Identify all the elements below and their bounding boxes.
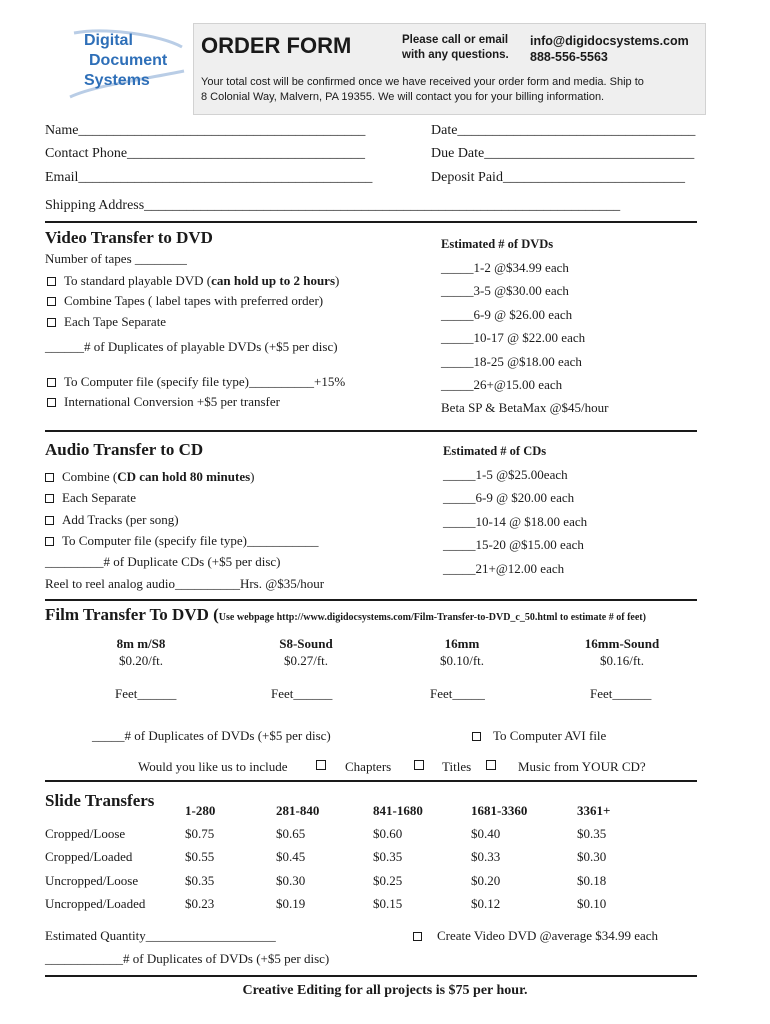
- audio-option-computer-file[interactable]: To Computer file (specify file type)___________: [45, 533, 319, 549]
- checkbox-icon[interactable]: [45, 537, 54, 546]
- cd-price-option[interactable]: _____21+@12.00 each: [443, 560, 565, 576]
- checkbox-icon[interactable]: [472, 732, 481, 741]
- slides-price-cell: $0.12: [471, 896, 501, 912]
- checkbox-icon[interactable]: [47, 398, 56, 407]
- checkbox-icon[interactable]: [45, 494, 54, 503]
- dvd-estimate-title: Estimated # of DVDs: [441, 237, 554, 251]
- slides-price-cell: $0.45: [276, 849, 306, 865]
- audio-duplicates-field[interactable]: _________# of Duplicate CDs (+$5 per disc): [45, 554, 281, 569]
- note-line-2: 8 Colonial Way, Malvern, PA 19355. We will contact you for your billing information.: [201, 91, 605, 103]
- cd-price-option[interactable]: _____10-14 @ $18.00 each: [443, 513, 588, 529]
- footer-note: Creative Editing for all projects is $75 per hour.: [242, 983, 528, 998]
- slides-column-header: 1681-3360: [471, 803, 528, 818]
- checkbox-icon[interactable]: [413, 932, 422, 941]
- film-format-name: S8-Sound: [279, 636, 333, 651]
- slides-price-cell: $0.23: [185, 896, 215, 912]
- chapters-checkbox[interactable]: [316, 760, 326, 770]
- cd-price-option[interactable]: _____15-20 @$15.00 each: [443, 537, 584, 553]
- slides-price-cell: $0.10: [577, 896, 607, 912]
- reel-to-reel-field[interactable]: Reel to reel analog audio__________Hrs. @$35/hour: [45, 576, 325, 591]
- slides-price-cell: $0.33: [471, 849, 501, 865]
- video-option-international[interactable]: International Conversion +$5 per transfer: [47, 394, 280, 410]
- slides-price-cell: $0.55: [185, 849, 215, 865]
- film-format-price: $0.16/ft.: [599, 653, 645, 668]
- date-field[interactable]: Date__________________________________: [431, 123, 696, 138]
- checkbox-icon[interactable]: [47, 318, 56, 327]
- cd-price-option[interactable]: _____1-5 @$25.00each: [443, 467, 568, 482]
- form-title: ORDER FORM: [201, 33, 352, 58]
- video-option-separate[interactable]: Each Tape Separate: [47, 314, 166, 330]
- contact-phone-field[interactable]: Contact Phone__________________________________: [45, 146, 366, 161]
- call-line-1: Please call or email: [402, 34, 509, 46]
- music-label: Music from YOUR CD?: [518, 759, 646, 774]
- video-option-standard-dvd[interactable]: To standard playable DVD (can hold up to 2 hours): [47, 273, 339, 289]
- cd-price-option[interactable]: _____6-9 @ $20.00 each: [443, 490, 575, 506]
- dvd-price-option[interactable]: _____1-2 @$34.99 each: [441, 260, 569, 275]
- logo-line-1: Digital: [84, 32, 133, 49]
- film-avi-option[interactable]: To Computer AVI file: [472, 728, 606, 744]
- note-line-1: Your total cost will be confirmed once we have received your order form and media. Ship to: [201, 76, 644, 88]
- slides-row-label: Uncropped/Loaded: [45, 896, 146, 912]
- shipping-address-field[interactable]: Shipping Address____________________________________________________________________: [45, 198, 621, 213]
- film-feet-field[interactable]: Feet______: [590, 686, 652, 701]
- contact-email[interactable]: info@digidocsystems.com: [530, 34, 689, 48]
- beta-price: Beta SP & BetaMax @$45/hour: [441, 400, 609, 415]
- chapters-label: Chapters: [345, 759, 392, 774]
- slides-price-cell: $0.65: [276, 826, 306, 841]
- video-duplicates-field[interactable]: ______# of Duplicates of playable DVDs (+$5 per disc): [45, 339, 338, 354]
- divider: [45, 780, 697, 782]
- checkbox-icon[interactable]: [47, 297, 56, 306]
- film-format-name: 16mm-Sound: [584, 636, 660, 651]
- slides-price-cell: $0.30: [577, 849, 607, 865]
- film-format-price: $0.27/ft.: [283, 653, 329, 668]
- estimated-quantity-field[interactable]: Estimated Quantity____________________: [45, 928, 276, 943]
- contact-phone: 888-556-5563: [530, 50, 608, 64]
- slides-duplicates-field[interactable]: ____________# of Duplicates of DVDs (+$5 per disc): [45, 951, 330, 966]
- audio-option-combine[interactable]: Combine (CD can hold 80 minutes): [45, 469, 255, 485]
- film-format-price: $0.10/ft.: [439, 653, 485, 668]
- call-line-2: with any questions.: [402, 49, 509, 61]
- titles-label: Titles: [442, 759, 472, 774]
- dvd-price-option[interactable]: _____18-25 @$18.00 each: [441, 353, 582, 369]
- dvd-price-option[interactable]: _____10-17 @ $22.00 each: [441, 330, 586, 346]
- slides-row-label: Cropped/Loaded: [45, 849, 133, 865]
- video-section-title: Video Transfer to DVD: [45, 228, 213, 247]
- film-section-title: Film Transfer To DVD (Use webpage http://www.digidocsystems.com/Film-Transfer-to-DVD_c_50.html to estimate # of feet): [45, 605, 646, 624]
- audio-option-add-tracks[interactable]: Add Tracks (per song): [45, 512, 179, 528]
- film-duplicates-field[interactable]: _____# of Duplicates of DVDs (+$5 per disc): [92, 728, 331, 743]
- slides-price-cell: $0.35: [185, 872, 215, 888]
- logo-line-2: Document: [89, 52, 168, 69]
- video-option-computer-file[interactable]: To Computer file (specify file type)__________+15%: [47, 374, 345, 390]
- due-date-field[interactable]: Due Date______________________________: [431, 146, 695, 161]
- slides-column-header: 1-280: [185, 803, 216, 818]
- slides-section-title: Slide Transfers: [45, 791, 155, 810]
- film-feet-field[interactable]: Feet______: [115, 686, 177, 701]
- slides-price-cell: $0.15: [373, 896, 403, 912]
- slides-row-label: Cropped/Loose: [45, 826, 126, 841]
- slides-price-cell: $0.20: [471, 872, 501, 888]
- checkbox-icon[interactable]: [47, 378, 56, 387]
- slides-price-cell: $0.75: [185, 826, 215, 841]
- checkbox-icon[interactable]: [45, 473, 54, 482]
- divider: [45, 975, 697, 977]
- deposit-paid-field[interactable]: Deposit Paid__________________________: [431, 170, 685, 185]
- audio-option-separate[interactable]: Each Separate: [45, 490, 136, 506]
- slides-price-cell: $0.19: [276, 896, 306, 912]
- slides-row-label: Uncropped/Loose: [45, 872, 139, 888]
- slides-price-cell: $0.18: [577, 872, 607, 888]
- company-logo: [66, 27, 186, 99]
- film-feet-field[interactable]: Feet_____: [430, 686, 485, 701]
- film-feet-field[interactable]: Feet______: [271, 686, 333, 701]
- slides-column-header: 841-1680: [373, 803, 423, 818]
- slides-price-cell: $0.30: [276, 872, 306, 888]
- titles-checkbox[interactable]: [414, 760, 424, 770]
- slides-price-cell: $0.40: [471, 826, 501, 841]
- divider: [45, 221, 697, 223]
- film-format-name: 16mm: [444, 636, 480, 651]
- name-field[interactable]: Name_________________________________________: [45, 123, 366, 138]
- music-checkbox[interactable]: [486, 760, 496, 770]
- logo-line-3: Systems: [84, 72, 150, 89]
- slides-price-cell: $0.60: [373, 826, 403, 841]
- dvd-price-option[interactable]: _____3-5 @$30.00 each: [441, 283, 569, 299]
- slides-column-header: 3361+: [577, 803, 611, 818]
- slides-column-header: 281-840: [276, 803, 320, 818]
- number-of-tapes-field[interactable]: Number of tapes ________: [45, 251, 187, 266]
- film-format-name: 8m m/S8: [116, 636, 166, 651]
- dvd-price-option[interactable]: _____26+@15.00 each: [441, 377, 563, 392]
- slides-price-cell: $0.35: [373, 849, 403, 865]
- audio-section-title: Audio Transfer to CD: [45, 440, 204, 459]
- film-subtitle: Use webpage http://www.digidocsystems.com/Film-Transfer-to-DVD_c_50.html to estimate # of feet): [218, 612, 646, 623]
- checkbox-icon[interactable]: [45, 516, 54, 525]
- create-dvd-option[interactable]: Create Video DVD @average $34.99 each: [413, 928, 658, 944]
- divider: [45, 599, 697, 601]
- divider: [45, 430, 697, 432]
- slides-price-cell: $0.25: [373, 872, 403, 888]
- checkbox-icon[interactable]: [47, 277, 56, 286]
- include-question: Would you like us to include: [138, 759, 288, 774]
- email-field[interactable]: Email__________________________________________: [45, 170, 373, 185]
- slides-price-cell: $0.35: [577, 826, 607, 841]
- film-format-price: $0.20/ft.: [118, 653, 164, 668]
- video-option-combine[interactable]: Combine Tapes ( label tapes with preferred order): [47, 293, 323, 309]
- cd-estimate-title: Estimated # of CDs: [443, 444, 547, 458]
- dvd-price-option[interactable]: _____6-9 @ $26.00 each: [441, 306, 573, 322]
